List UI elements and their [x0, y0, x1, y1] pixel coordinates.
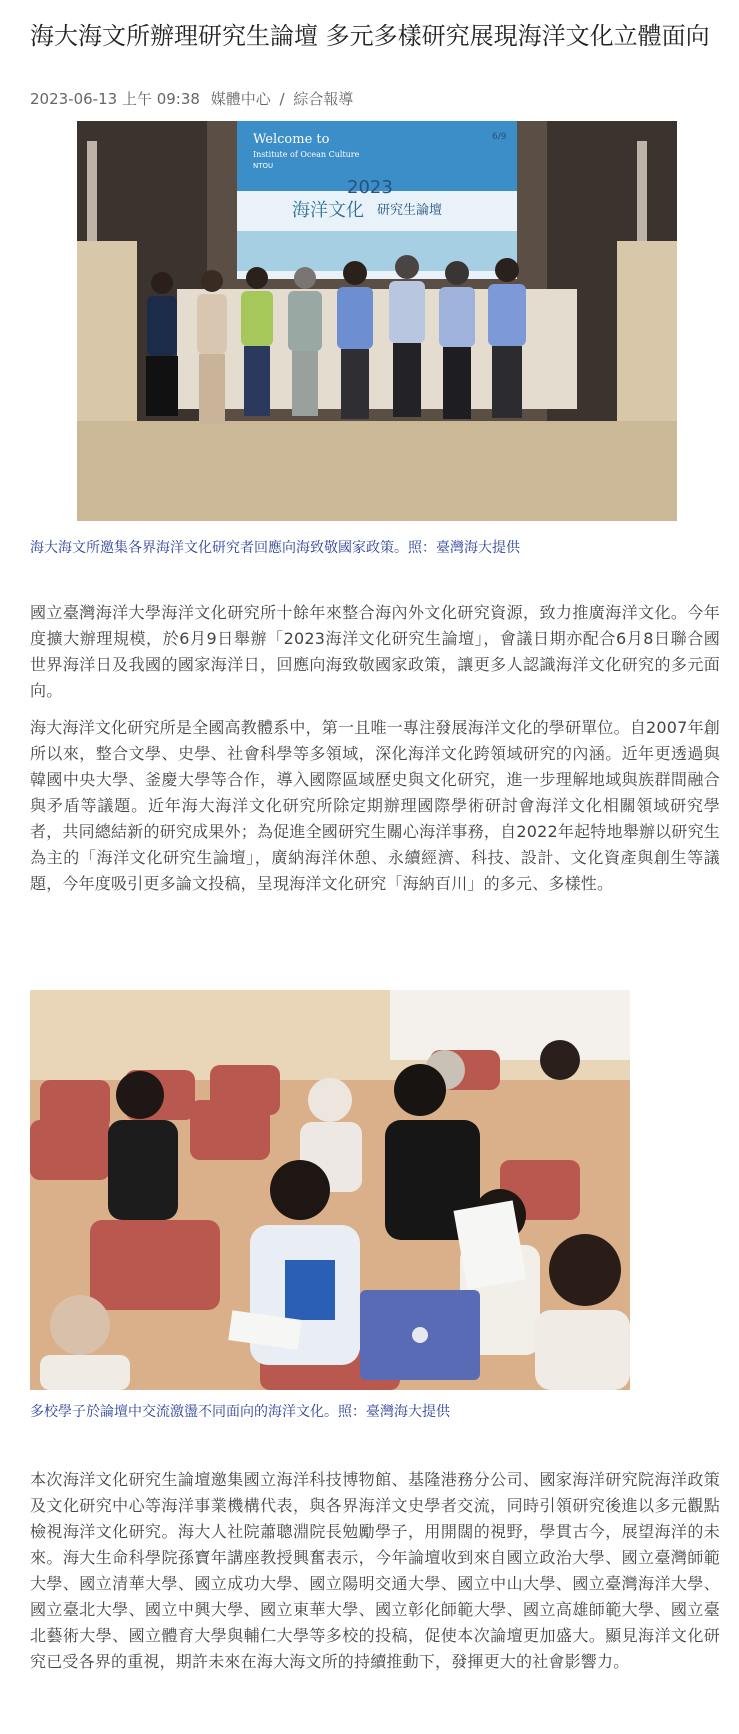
article-category[interactable]: 綜合報導 [293, 90, 354, 108]
photo2-caption: 多校學子於論壇中交流激盪不同面向的海洋文化。照：臺灣海大提供 [30, 1404, 450, 1420]
screen-date: 6/9 [492, 132, 507, 142]
photo1-caption: 海大海文所邀集各界海洋文化研究者回應向海致敬國家政策。照：臺灣海大提供 [30, 540, 520, 556]
paragraph-1: 國立臺灣海洋大學海洋文化研究所十餘年來整合海內外文化研究資源，致力推廣海洋文化。今年度擴大辦理規模，於6月9日舉辦「2023海洋文化研究生論壇」，會議日期亦配合6月8日聯合國世界海洋日及我國的國家海洋日，回應向海致敬國家政策，讓更多人認識海洋文化研究的多元面向。 [30, 603, 720, 700]
article-source[interactable]: 媒體中心 [210, 90, 271, 108]
article-date: 2023-06-13 上午 09:38 [30, 90, 200, 108]
paragraph-2: 海大海洋文化研究所是全國高教體系中，第一且唯一專注發展海洋文化的學研單位。自2007年創所以來，整合文學、史學、社會科學等多領域，深化海洋文化跨領域研究的內涵。近年更透過與韓國中央大學、釜慶大學等合作，導入國際區域歷史與文化研究，進一步理解地域與族群間融合與矛盾等議題。近年海大海洋文化研究所除定期辦理國際學術研討會海洋文化相關領域研究學者，共同總結新的研究成果外；為促進全國研究生關心海洋事務，自2022年起特地舉辦以研究生為主的「海洋文化研究生論壇」，廣納海洋休憩、永續經濟、科技、設計、文化資產與創生等議題，今年度吸引更多論文投稿，呈現海洋文化研究「海納百川」的多元、多樣性。 [30, 718, 720, 893]
paragraph-3: 本次海洋文化研究生論壇邀集國立海洋科技博物館、基隆港務分公司、國家海洋研究院海洋政策及文化研究中心等海洋事業機構代表，與各界海洋文史學者交流，同時引領研究後進以多元觀點檢視海洋文化研究。海大人社院蕭聰淵院長勉勵學子，用開闊的視野，學貫古今，展望海洋的未來。海大生命科學院孫寶年講座教授興奮表示，今年論壇收到來自國立政治大學、國立臺灣師範大學、國立清華大學、國立成功大學、國立陽明交通大學、國立中山大學、國立臺灣海洋大學、國立臺北大學、國立中興大學、國立東華大學、國立彰化師範大學、國立高雄師範大學、國立臺北藝術大學、國立體育大學與輔仁大學等多校的投稿，促使本次論壇更加盛大。顯見海洋文化研究已受各界的重視，期許未來在海大海文所的持續推動下，發揮更大的社會影響力。 [30, 1470, 720, 1671]
group-photo [77, 121, 677, 521]
article-title: 海大海文所辦理研究生論壇 多元多樣研究展現海洋文化立體面向 [30, 22, 710, 50]
screen-org: NTOU [253, 162, 274, 170]
students-photo-illustration [30, 990, 630, 1390]
screen-welcome: Welcome to [253, 132, 330, 147]
students-photo [30, 990, 630, 1390]
group-photo-illustration [77, 121, 677, 521]
screen-year: 2023 [347, 177, 393, 198]
screen-logo: 海洋文化 [292, 200, 364, 221]
screen-subtitle: Institute of Ocean Culture [253, 150, 360, 159]
screen-event: 研究生論壇 [377, 203, 443, 218]
meta-separator: / [279, 90, 285, 108]
article-meta [30, 88, 353, 109]
